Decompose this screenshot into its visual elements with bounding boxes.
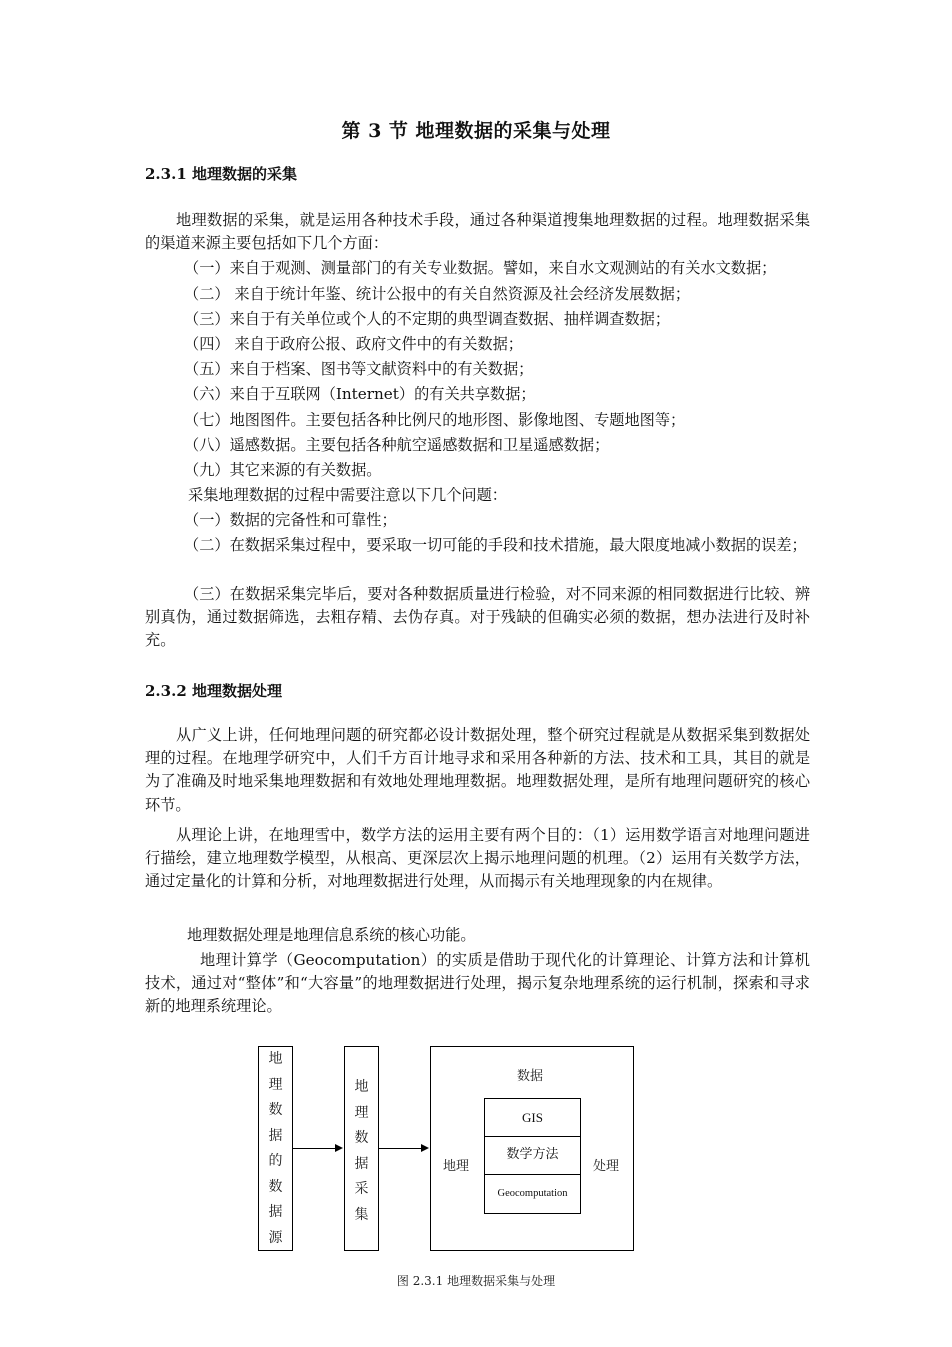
processing-right-label: 处理 bbox=[593, 1159, 620, 1174]
data-collection-box bbox=[344, 1046, 379, 1251]
paragraph-4: 地理计算学（Geocomputation）的实质是借助于现代化的计算理论、计算方法和计算机技术，通过对“整体”和“大容量”的地理数据进行处理，揭示复杂地理系统的运行机制，探索和寻求新的地理系统理论。 bbox=[145, 951, 810, 1016]
arrow-2-head bbox=[421, 1144, 429, 1152]
source-item-6: （六）来自于互联网（Internet）的有关共享数据； bbox=[184, 385, 536, 403]
paragraph-3: 地理数据处理是地理信息系统的核心功能。 bbox=[187, 926, 476, 944]
gis-cell: GIS bbox=[485, 1099, 580, 1137]
subsection-heading-2-3-2: 2.3.2 地理数据处理 bbox=[145, 682, 282, 700]
processing-top-label: 数据 bbox=[517, 1069, 544, 1084]
methods-stack bbox=[484, 1098, 581, 1214]
geocomputation-cell: Geocomputation bbox=[497, 1188, 568, 1199]
source-item-8: （八）遥感数据。主要包括各种航空遥感数据和卫星遥感数据； bbox=[184, 436, 610, 454]
data-processing-box bbox=[430, 1046, 634, 1251]
paragraph-1: 从广义上讲，任何地理问题的研究都必设计数据处理，整个研究过程就是从数据采集到数据处理的过程。在地理学研究中，人们千方百计地寻求和采用各种新的方法、技术和工具，其目的就是为了准确及时地采集地理数据和有效地处理地理数据。地理数据处理，是所有地理问题研究的核心环节。 bbox=[145, 726, 810, 814]
source-item-5: （五）来自于档案、图书等文献资料中的有关数据； bbox=[184, 360, 534, 378]
intro-paragraph: 地理数据的采集，就是运用各种技术手段，通过各种渠道搜集地理数据的过程。地理数据采集的渠道来源主要包括如下几个方面： bbox=[145, 211, 810, 253]
data-source-box bbox=[258, 1046, 293, 1251]
data-collection-label: 地 理 数 据 采 集 bbox=[354, 1079, 369, 1223]
source-item-3: （三）来自于有关单位或个人的不定期的典型调查数据、抽样调查数据； bbox=[184, 310, 670, 328]
source-item-7: （七）地图图件。主要包括各种比例尺的地形图、影像地图、专题地图等； bbox=[184, 411, 686, 429]
issue-item-1: （一）数据的完备性和可靠性； bbox=[184, 511, 397, 529]
math-method-cell: 数学方法 bbox=[485, 1136, 580, 1175]
source-item-1: （一）来自于观测、测量部门的有关专业数据。譬如，来自水文观测站的有关水文数据； bbox=[184, 259, 777, 277]
arrow-1-head bbox=[335, 1144, 343, 1152]
data-source-label: 地 理 数 据 的 数 据 源 bbox=[268, 1051, 283, 1246]
subsection-heading-2-3-1: 2.3.1 地理数据的采集 bbox=[145, 165, 297, 183]
issues-intro: 采集地理数据的过程中需要注意以下几个问题： bbox=[188, 486, 507, 504]
arrow-1-line bbox=[293, 1148, 335, 1149]
processing-left-label: 地理 bbox=[443, 1159, 470, 1174]
paragraph-2: 从理论上讲，在地理雪中，数学方法的运用主要有两个目的：（1）运用数学语言对地理问题进行描绘，建立地理数学模型，从根高、更深层次上揭示地理问题的机理。（2）运用有关数学方法，通过定量化的计算和分析，对地理数据进行处理，从而揭示有关地理现象的内在规律。 bbox=[145, 826, 810, 891]
section-title: 第 3 节 地理数据的采集与处理 bbox=[341, 120, 611, 142]
issue-item-3: （三）在数据采集完毕后，要对各种数据质量进行检验，对不同来源的相同数据进行比较、辨别真伪，通过数据筛选，去粗存精、去伪存真。对于残缺的但确实必须的数据，想办法进行及时补充。 bbox=[145, 585, 810, 650]
source-item-2: （二） 来自于统计年鉴、统计公报中的有关自然资源及社会经济发展数据； bbox=[184, 285, 691, 303]
issue-item-2: （二）在数据采集过程中，要采取一切可能的手段和技术措施，最大限度地减小数据的误差； bbox=[184, 536, 807, 554]
source-item-4: （四） 来自于政府公报、政府文件中的有关数据； bbox=[184, 335, 523, 353]
figure-caption: 图 2.3.1 地理数据采集与处理 bbox=[396, 1274, 556, 1288]
source-item-9: （九）其它来源的有关数据。 bbox=[184, 461, 382, 479]
arrow-2-line bbox=[379, 1148, 421, 1149]
